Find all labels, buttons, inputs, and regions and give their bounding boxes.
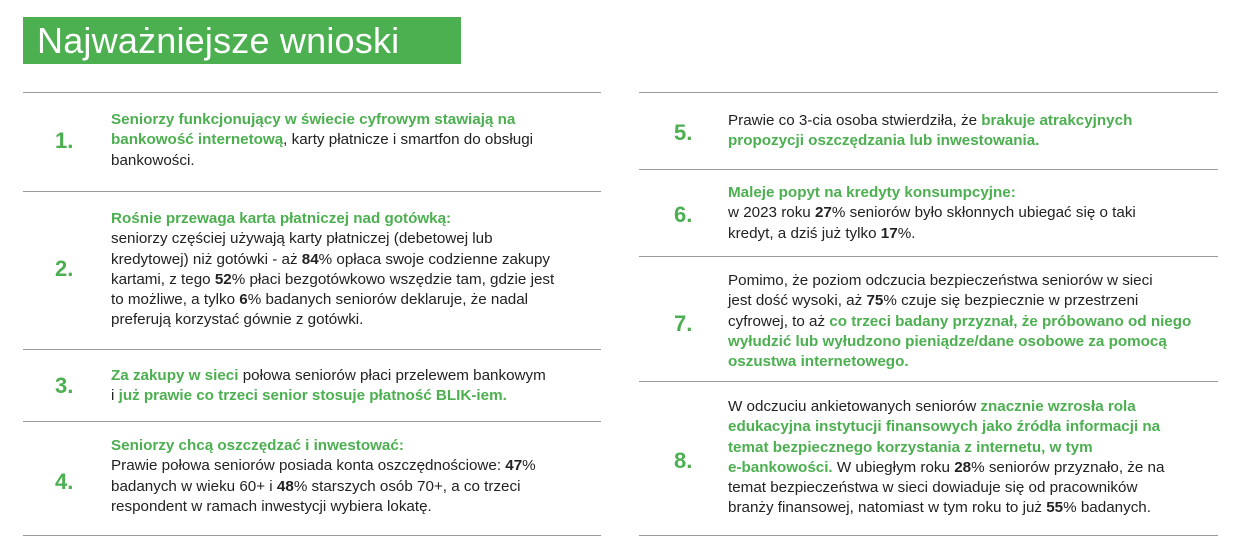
item-line bbox=[728, 203, 1136, 223]
item-text bbox=[728, 111, 1132, 152]
item-line bbox=[728, 131, 1132, 151]
divider bbox=[23, 349, 601, 350]
item-line bbox=[728, 352, 1191, 372]
item-number: 6. bbox=[674, 202, 693, 227]
highlighted-text: temat bezpiecznego korzystania z internetu, w tym bbox=[728, 438, 1093, 456]
text-segment: % czuje się bezpiecznie w przestrzeni bbox=[883, 292, 1139, 310]
divider bbox=[639, 381, 1218, 382]
item-text bbox=[728, 183, 1136, 244]
text-segment: Prawie co 3-cia osoba stwierdziła, że bbox=[728, 112, 982, 129]
item-line bbox=[111, 497, 536, 517]
text-segment: % starszych osób 70+, a co trzeci bbox=[293, 477, 521, 495]
text-segment: % opłaca swoje codzienne zakupy bbox=[318, 250, 550, 268]
highlighted-text: Rośnie przewaga karta płatniczej nad gotówką: bbox=[111, 210, 452, 227]
text-segment: preferują korzystać gównie z gotówki. bbox=[111, 311, 364, 329]
item-line bbox=[728, 111, 1132, 131]
item-line bbox=[728, 332, 1191, 352]
item-line bbox=[111, 366, 546, 386]
bold-number: 28 bbox=[954, 458, 972, 476]
item-line bbox=[111, 436, 536, 456]
item-line bbox=[728, 458, 1164, 478]
item-line bbox=[111, 151, 533, 171]
item-number: 5. bbox=[674, 120, 693, 145]
text-segment: i bbox=[111, 387, 119, 405]
text-segment: % płaci bezgotówkowo wszędzie tam, gdzie jest bbox=[231, 270, 555, 288]
divider bbox=[23, 421, 601, 422]
text-segment: , karty płatnicze i smartfon do obsługi bbox=[283, 131, 534, 149]
item-line bbox=[111, 386, 546, 406]
text-segment: kredytowej) niż gotówki - aż bbox=[111, 250, 302, 268]
item-line bbox=[111, 209, 554, 229]
bold-number: 84 bbox=[301, 250, 319, 268]
item-line bbox=[111, 270, 554, 290]
text-segment: jest dość wysoki, aż bbox=[728, 292, 867, 310]
divider bbox=[23, 92, 601, 93]
bold-number: 55 bbox=[1046, 499, 1064, 517]
item-number: 4. bbox=[55, 469, 74, 494]
text-segment: bankowości. bbox=[111, 151, 195, 169]
highlighted-text: Seniorzy chcą oszczędzać i inwestować: bbox=[111, 437, 404, 454]
item-number: 2. bbox=[55, 256, 74, 281]
item-line bbox=[728, 438, 1164, 458]
highlighted-text: brakuje atrakcyjnych bbox=[981, 112, 1133, 129]
item-text bbox=[111, 110, 533, 171]
highlighted-text: Maleje popyt na kredyty konsumpcyjne: bbox=[728, 184, 1016, 201]
text-segment: kredyt, a dziś już tylko bbox=[728, 224, 881, 242]
highlighted-text: oszustwa internetowego. bbox=[728, 353, 909, 371]
highlighted-text: wyłudzić lub wyłudzono pieniądze/dane osobowe za pomocą bbox=[728, 332, 1167, 350]
item-line bbox=[728, 478, 1164, 498]
item-line bbox=[728, 397, 1164, 417]
text-segment: % badanych. bbox=[1063, 499, 1151, 517]
text-segment: % bbox=[522, 457, 536, 475]
bold-number: 17 bbox=[880, 224, 898, 242]
item-number: 1. bbox=[55, 128, 74, 153]
item-line bbox=[728, 224, 1136, 244]
item-text bbox=[728, 271, 1191, 372]
text-segment: % badanych seniorów deklaruje, że nadal bbox=[247, 291, 529, 309]
highlighted-text: bankowość internetową bbox=[111, 131, 284, 149]
text-segment: połowa seniorów płaci przelewem bankowym bbox=[238, 367, 546, 384]
highlighted-text: Seniorzy funkcjonujący w świecie cyfrowym stawiają na bbox=[111, 111, 516, 128]
item-text bbox=[111, 436, 536, 517]
text-segment: %. bbox=[897, 224, 916, 242]
text-segment: badanych w wieku 60+ i bbox=[111, 477, 277, 495]
bold-number: 47 bbox=[505, 457, 523, 475]
divider bbox=[23, 535, 601, 536]
item-number: 7. bbox=[674, 311, 693, 336]
text-segment: to możliwe, a tylko bbox=[111, 291, 240, 309]
item-line bbox=[111, 110, 533, 130]
text-segment: seniorzy częściej używają karty płatniczej (debetowej lub bbox=[111, 230, 493, 248]
divider bbox=[639, 92, 1218, 93]
divider bbox=[23, 191, 601, 192]
item-line bbox=[728, 312, 1191, 332]
highlighted-text: co trzeci badany przyznał, że próbowano od niego bbox=[829, 312, 1192, 330]
item-line bbox=[111, 250, 554, 270]
highlighted-text: edukacyjna instytucji finansowych jako źródła informacji na bbox=[728, 418, 1161, 436]
bold-number: 6 bbox=[239, 291, 248, 309]
text-segment: W ubiegłym roku bbox=[832, 458, 955, 476]
text-segment: cyfrowej, to aż bbox=[728, 312, 830, 330]
item-line bbox=[111, 477, 536, 497]
text-segment: w 2023 roku bbox=[728, 204, 815, 222]
item-line bbox=[111, 130, 533, 150]
bold-number: 52 bbox=[214, 270, 232, 288]
item-line bbox=[111, 310, 554, 330]
text-segment: W odczuciu ankietowanych seniorów bbox=[728, 398, 981, 415]
highlighted-text: znacznie wzrosła rola bbox=[980, 398, 1136, 415]
item-number: 8. bbox=[674, 448, 693, 473]
item-line bbox=[111, 290, 554, 310]
item-line bbox=[111, 456, 536, 476]
text-segment: kartami, z tego bbox=[111, 270, 215, 288]
item-line bbox=[111, 229, 554, 249]
text-segment: branży finansowej, natomiast w tym roku to już bbox=[728, 499, 1047, 517]
item-line bbox=[728, 183, 1136, 203]
bold-number: 48 bbox=[276, 477, 294, 495]
divider bbox=[639, 169, 1218, 170]
highlighted-text: e-bankowości. bbox=[728, 458, 833, 476]
item-text bbox=[111, 209, 554, 331]
item-text bbox=[728, 397, 1164, 519]
highlighted-text: Za zakupy w sieci bbox=[111, 367, 239, 384]
divider bbox=[639, 535, 1218, 536]
page-title: Najważniejsze wnioski bbox=[23, 17, 461, 64]
item-line bbox=[728, 417, 1164, 437]
item-line bbox=[728, 498, 1164, 518]
text-segment: Prawie połowa seniorów posiada konta oszczędnościowe: bbox=[111, 457, 506, 475]
text-segment: Pomimo, że poziom odczucia bezpieczeństwa seniorów w sieci bbox=[728, 272, 1153, 289]
highlighted-text: propozycji oszczędzania lub inwestowania. bbox=[728, 132, 1040, 150]
divider bbox=[639, 256, 1218, 257]
text-segment: % seniorów było skłonnych ubiegać się o taki bbox=[831, 204, 1136, 222]
item-text bbox=[111, 366, 546, 407]
bold-number: 75 bbox=[866, 292, 884, 310]
text-segment: % seniorów przyznało, że na bbox=[971, 458, 1165, 476]
item-line bbox=[728, 271, 1191, 291]
highlighted-text: już prawie co trzeci senior stosuje płatność BLIK-iem. bbox=[118, 387, 507, 405]
item-line bbox=[728, 291, 1191, 311]
bold-number: 27 bbox=[814, 204, 832, 222]
text-segment: temat bezpieczeństwa w sieci dowiaduje się od pracowników bbox=[728, 479, 1138, 497]
text-segment: respondent w ramach inwestycji wybiera lokatę. bbox=[111, 497, 432, 515]
item-number: 3. bbox=[55, 373, 74, 398]
